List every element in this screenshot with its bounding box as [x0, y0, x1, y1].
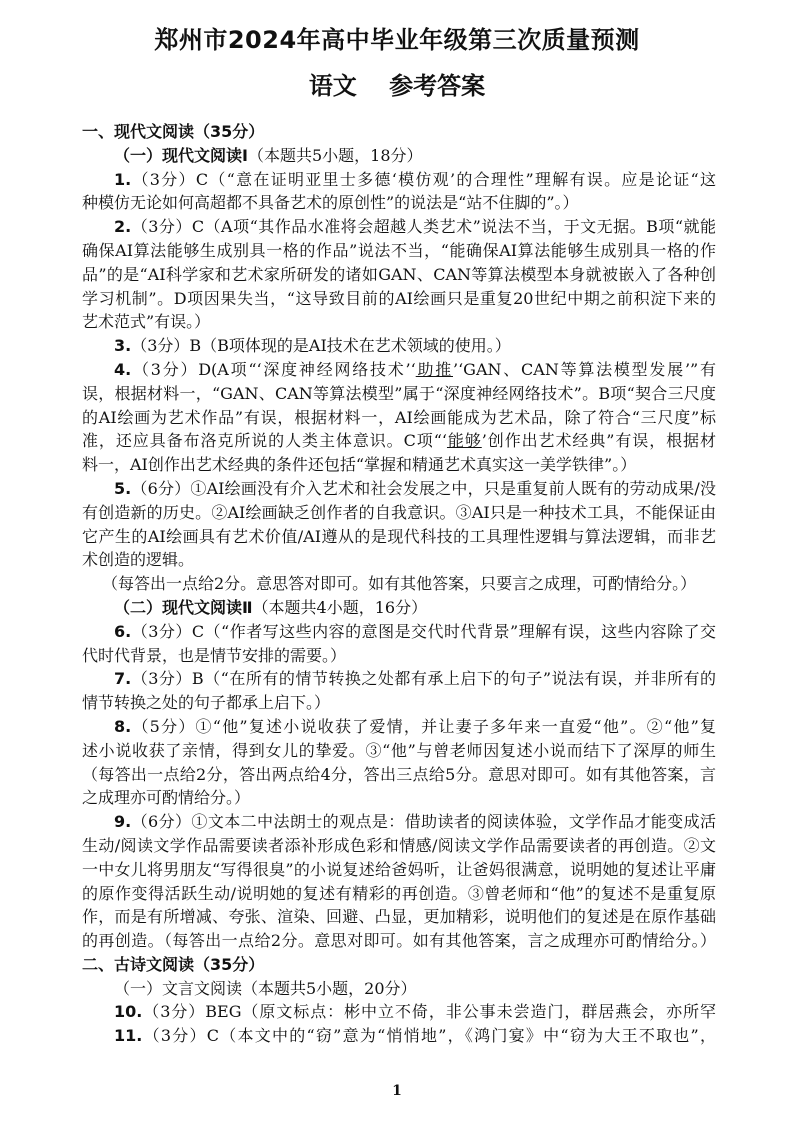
text-line: [82, 310, 716, 334]
text-line: [82, 691, 716, 715]
line-text: （3分）C（“作者写这些内容的意图是交代时代背景”理解有误，这些内容除了交: [131, 621, 716, 641]
text-line: [82, 810, 716, 834]
answer-body: [82, 120, 716, 1048]
text-line: [82, 620, 716, 644]
line-heading: 5.: [114, 478, 132, 498]
line-heading: 1.: [114, 169, 132, 189]
line-text: （每答出一点给2分。意思答对即可。如有其他答案，只要言之成理，可酌情给分。）: [102, 574, 697, 594]
text-line: [82, 453, 716, 477]
text-line: [82, 358, 716, 382]
text-line: [82, 382, 716, 406]
line-text: 作，而是有所增减、夸张、渲染、回避、凸显，更加精彩，说明他们的复述是在原作基础: [82, 907, 716, 927]
text-line: [82, 596, 716, 620]
line-text: 品”的是“AI科学家和艺术家所研发的诸如GAN、CAN等算法模型本身就被嵌入了各种创: [82, 264, 716, 284]
text-line: [82, 572, 716, 596]
text-line: [82, 548, 716, 572]
line-text: 种模仿无论如何高超都不具备艺术的原创性”的说法是“站不住脚的”。）: [82, 193, 579, 213]
line-text: 确保AI算法能够生成别具一格的作品”说法不当，“能确保AI算法能够生成别具一格的作: [82, 240, 716, 260]
line-text: ’创作出艺术经典”有误，根据材: [481, 431, 716, 451]
text-line: [82, 858, 716, 882]
line-heading: 6.: [114, 621, 132, 641]
line-text: （本题共5小题，18分）: [247, 145, 423, 165]
line-text: 一中女儿将男朋友“写得很臭”的小说复述给爸妈听，让爸妈很满意，说明她的复述让平庸: [82, 859, 716, 879]
text-line: [82, 882, 716, 906]
line-text: （3分）C（“意在证明亚里士多德‘模仿观’的合理性”理解有误。应是论证“这: [131, 169, 716, 189]
underlined-text: 能够: [446, 431, 482, 451]
line-heading: 7.: [114, 669, 132, 689]
line-heading: 11.: [114, 1026, 143, 1046]
line-heading: 一、现代文阅读（35分）: [82, 122, 265, 141]
page-number: 1: [392, 1083, 402, 1099]
line-text: 之成理亦可酌情给分。）: [82, 788, 251, 808]
text-line: [82, 191, 716, 215]
line-text: （每答出一点给2分，答出两点给4分，答出三点给5分。意思对即可。如有其他答案，言: [82, 764, 716, 784]
text-line: [82, 215, 716, 239]
line-text: （6分）①文本二中法朗士的观点是：借助读者的阅读体验，文学作品才能变成活: [131, 812, 716, 832]
line-text: 艺术范式”有误。）: [82, 312, 211, 332]
text-line: [82, 834, 716, 858]
text-line: [82, 667, 716, 691]
line-heading: 2.: [114, 217, 132, 237]
line-text: 料一，AI创作出艺术经典的条件还包括“掌握和精通艺术真实这一美学铁律”。）: [82, 455, 637, 475]
line-text: （本题共4小题，16分）: [252, 597, 428, 617]
text-line: [82, 168, 716, 192]
text-line: [82, 905, 716, 929]
line-text: （3分）D(A项“‘深度神经网络技术’‘: [131, 359, 416, 379]
text-line: [82, 977, 716, 1001]
line-text: 术创造的逻辑。: [82, 550, 195, 570]
text-line: [82, 429, 716, 453]
line-heading: 10.: [114, 1002, 143, 1022]
line-heading: 9.: [114, 812, 132, 832]
line-text: ’‘GAN、CAN等算法模型发展’”有: [453, 359, 716, 379]
line-text: 述小说收获了亲情，得到女儿的挚爱。③“他”与曾老师因复述小说而结下了深厚的师生: [82, 740, 716, 760]
text-line: [82, 953, 716, 977]
line-text: 的再创造。（每答出一点给2分。意思对即可。如有其他答案，言之成理亦可酌情给分。）: [82, 931, 716, 951]
text-line: [82, 287, 716, 311]
line-text: 误，根据材料一，“GAN、CAN等算法模型”属于“深度神经网络技术”。B项“契合三尺度: [82, 383, 716, 403]
document-subtitle: 语文 参考答案: [308, 72, 486, 100]
line-heading: （一）现代文阅读Ⅰ: [114, 145, 248, 165]
line-text: 它产生的AI绘画具有艺术价值/AI遵从的是现代科技的工具理性逻辑与算法逻辑，而非艺: [82, 526, 716, 546]
line-heading: 8.: [114, 716, 132, 736]
text-line: [82, 763, 716, 787]
line-text: 的原作变得活跃生动/说明她的复述有精彩的再创造。③曾老师和“他”的复述不是重复原: [82, 883, 716, 903]
line-text: （3分）B（“在所有的情节转换之处都有承上启下的句子”说法有误，并非所有的: [131, 669, 716, 689]
text-line: [82, 406, 716, 430]
document-title: 郑州市2024年高中毕业年级第三次质量预测: [154, 26, 640, 54]
line-text: 学习机制”。D项因果失当，“这导致目前的AI绘画只是重复20世纪中期之前积淀下来的: [82, 288, 716, 308]
text-line: [82, 334, 716, 358]
line-text: （6分）①AI绘画没有介入艺术和社会发展之中，只是重复前人既有的劳动成果/没: [131, 478, 716, 498]
text-line: [82, 929, 716, 953]
line-text: 情节转换之处的句子都承上启下。）: [82, 693, 331, 713]
line-heading: 4.: [114, 359, 132, 379]
text-line: [82, 1000, 716, 1024]
text-line: [82, 786, 716, 810]
line-text: 有创造新的历史。②AI绘画缺乏创作者的自我意识。③AI只是一种技术工具，不能保证由: [82, 502, 716, 522]
text-line: [82, 1024, 716, 1048]
text-line: [82, 644, 716, 668]
line-text: （3分）BEG（原文标点：彬中立不倚，非公事未尝造门，群居燕会，亦所罕: [142, 1002, 716, 1022]
text-line: [82, 144, 716, 168]
line-text: 准，还应具备布洛克所说的人类主体意识。C项“‘: [82, 431, 447, 451]
line-text: （一）文言文阅读（本题共5小题，20分）: [114, 978, 417, 998]
text-line: [82, 120, 716, 144]
underlined-text: 助推: [415, 359, 453, 379]
text-line: [82, 525, 716, 549]
line-text: （3分）C（本文中的“窃”意为“悄悄地”，《鸿门宴》中“窃为大王不取也”，: [142, 1026, 716, 1046]
line-text: 的AI绘画为艺术作品”有误，根据材料一，AI绘画能成为艺术品，除了符合“三尺度”标: [82, 407, 716, 427]
line-heading: （二）现代文阅读Ⅱ: [114, 597, 253, 617]
text-line: [82, 739, 716, 763]
text-line: [82, 501, 716, 525]
line-heading: 3.: [114, 336, 132, 356]
line-text: （5分）①“他”复述小说收获了爱情，并让妻子多年来一直爱“他”。②“他”复: [131, 716, 716, 736]
line-text: 生动/阅读文学作品需要读者添补形成色彩和情感/阅读文学作品需要读者的再创造。②文: [82, 835, 716, 855]
line-heading: 二、古诗文阅读（35分）: [82, 954, 265, 974]
text-line: [82, 239, 716, 263]
text-line: [82, 715, 716, 739]
text-line: [82, 263, 716, 287]
line-text: 代时代背景，也是情节安排的需要。）: [82, 645, 347, 665]
text-line: [82, 477, 716, 501]
line-text: （3分）C（A项“其作品水准将会超越人类艺术”说法不当，于文无据。B项“就能: [131, 217, 716, 237]
line-text: （3分）B（B项体现的是AI技术在艺术领域的使用。）: [131, 336, 511, 356]
